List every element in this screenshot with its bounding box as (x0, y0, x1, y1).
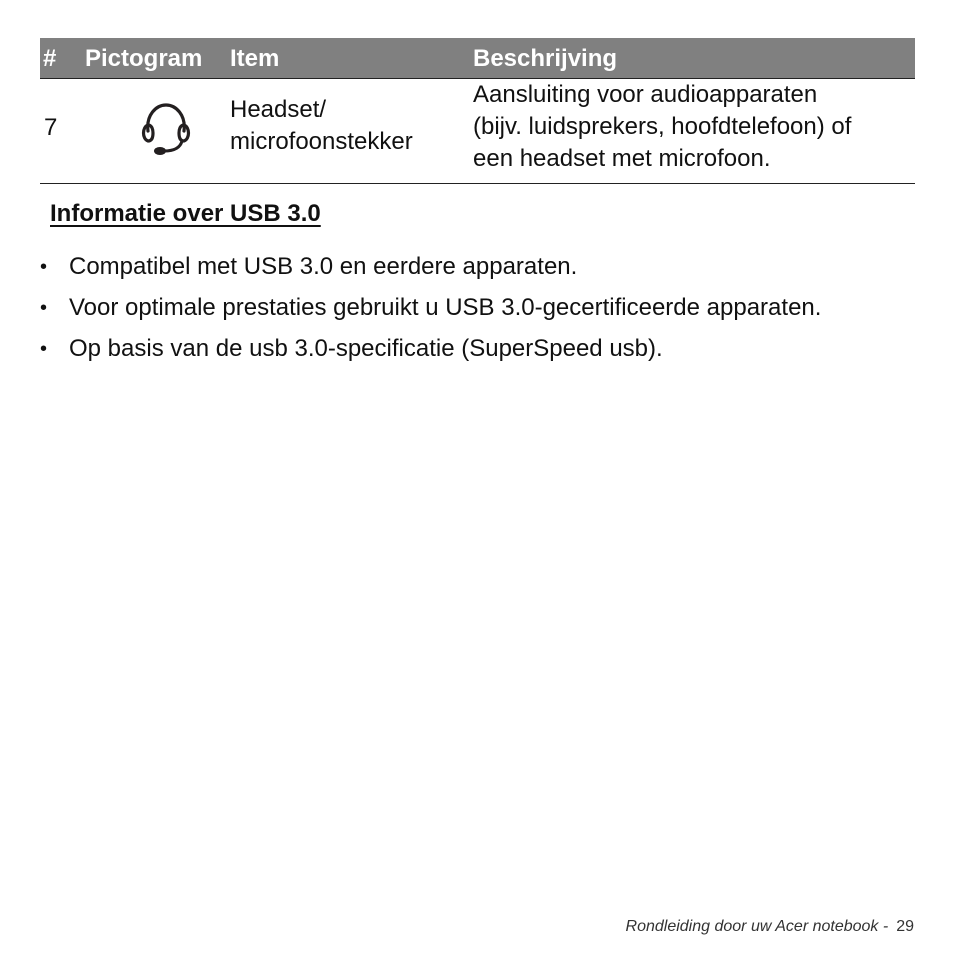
table-row (40, 78, 915, 184)
header-num: # (43, 44, 57, 72)
row-description: Aansluiting voor audioapparaten (bijv. luidsprekers, hoofdtelefoon) of een headset met microfoon. (473, 81, 852, 172)
header-pictogram: Pictogram (85, 44, 203, 72)
footer-text: Rondleiding door uw Acer notebook - (625, 918, 889, 935)
page-footer (626, 918, 914, 936)
spec-table (40, 38, 915, 184)
page-number: 29 (896, 918, 914, 935)
list-item (40, 252, 821, 293)
header-item: Item (230, 44, 280, 72)
bullet-icon: • (40, 256, 48, 278)
list-item-text: Compatibel met USB 3.0 en eerdere apparaten. (69, 253, 578, 280)
section-title: Informatie over USB 3.0 (50, 200, 321, 227)
bullet-list (40, 252, 821, 375)
header-description: Beschrijving (473, 44, 618, 72)
headset-icon (138, 101, 194, 159)
table-header (40, 38, 915, 78)
list-item-text: Op basis van de usb 3.0-specificatie (SuperSpeed usb). (69, 335, 663, 362)
list-item-text: Voor optimale prestaties gebruikt u USB 3.0-gecertificeerde apparaten. (69, 294, 822, 321)
bullet-icon: • (40, 297, 48, 319)
row-num: 7 (44, 114, 58, 141)
row-pictogram (82, 79, 230, 183)
bullet-icon: • (40, 338, 48, 360)
list-item (40, 293, 821, 334)
list-item (40, 334, 821, 375)
row-item: Headset/ microfoonstekker (230, 96, 413, 155)
